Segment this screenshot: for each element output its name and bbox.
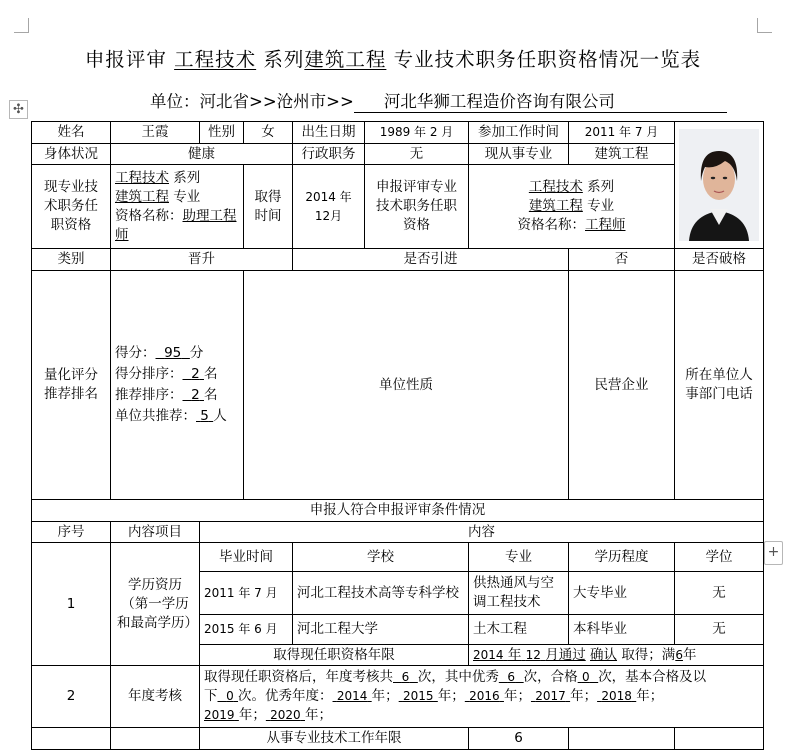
col-header-no: 序号 — [32, 522, 111, 543]
edu-col-header: 毕业时间 — [200, 543, 293, 572]
category-label: 类别 — [32, 249, 111, 271]
current-qualification: 工程技术 系列 建筑工程 专业 资格名称：助理工程师 — [111, 165, 244, 249]
unit-nature-label: 单位性质 — [244, 271, 569, 500]
sex-value: 女 — [244, 122, 293, 144]
work-start-label: 参加工作时间 — [469, 122, 569, 144]
blank-cell — [111, 728, 200, 750]
edu-cell: 2015 年 6 月 — [200, 615, 293, 645]
health-value: 健康 — [111, 144, 293, 165]
blank-cell — [569, 728, 675, 750]
document-title: 申报评审 工程技术 系列建筑工程 专业技术职务任职资格情况一览表 — [84, 48, 702, 71]
qualification-years-value: 2014 年 12 月通过 确认 取得；满6年 — [469, 645, 764, 666]
edu-cell: 河北工程大学 — [293, 615, 469, 645]
edu-cell: 供热通风与空调工程技术 — [469, 572, 569, 615]
annual-number: 2 — [32, 666, 111, 728]
admin-post-label: 行政职务 — [293, 144, 365, 165]
health-label: 身体状况 — [32, 144, 111, 165]
unit-name: 河北华狮工程造价咨询有限公司 — [354, 92, 727, 113]
add-row-icon[interactable]: + — [764, 541, 783, 565]
score-ranking-label: 量化评分推荐排名 — [32, 271, 111, 500]
applicant-photo — [675, 122, 764, 249]
exceptional-label: 是否破格 — [675, 249, 764, 271]
apply-qualification: 工程技术 系列 建筑工程 专业 资格名称：工程师 — [469, 165, 675, 249]
col-header-content: 内容 — [200, 522, 764, 543]
edu-cell: 本科毕业 — [569, 615, 675, 645]
table-move-handle-icon[interactable]: ✣ — [9, 100, 28, 119]
current-major-label: 现从事专业 — [469, 144, 569, 165]
score-ranking: 得分： 95 分 得分排序： 2 名 推荐排序： 2 名 单位共推荐： 5 人 — [111, 271, 244, 500]
qualification-table — [31, 121, 764, 750]
qualification-years-label: 取得现任职资格年限 — [200, 645, 469, 666]
unit-nature-value: 民营企业 — [569, 271, 675, 500]
page-corner-mark — [14, 18, 29, 33]
obtained-time-label: 取得时间 — [244, 165, 293, 249]
edu-col-header: 学历程度 — [569, 543, 675, 572]
unit-line: 单位：河北省>>沧州市>> 河北华狮工程造价咨询有限公司 — [150, 88, 727, 113]
edu-cell: 大专毕业 — [569, 572, 675, 615]
name-value: 王霞 — [111, 122, 200, 144]
annual-assessment: 取得现任职资格后，年度考核共 6 次，其中优秀 6 次，合格 0 次，基本合格及以下 0 次。优秀年度： 2014 年； 2015 年； 2016 年； 2017 年； 2018 年；2019 年； 2020 年； — [200, 666, 764, 728]
edu-cell: 土木工程 — [469, 615, 569, 645]
name-label: 姓名 — [32, 122, 111, 144]
admin-post-value: 无 — [365, 144, 469, 165]
apply-qualification-label: 申报评审专业技术职务任职资格 — [365, 165, 469, 249]
birth-label: 出生日期 — [293, 122, 365, 144]
edu-cell: 无 — [675, 615, 764, 645]
col-header-item: 内容项目 — [111, 522, 200, 543]
edu-col-header: 学校 — [293, 543, 469, 572]
edu-label: 学历资历（第一学历和最高学历） — [111, 543, 200, 666]
blank-cell — [32, 728, 111, 750]
hr-phone-label: 所在单位人事部门电话 — [675, 271, 764, 500]
edu-cell: 河北工程技术高等专科学校 — [293, 572, 469, 615]
imported-value: 否 — [569, 249, 675, 271]
work-start-value: 2011 年 7 月 — [569, 122, 675, 144]
edu-cell: 2011 年 7 月 — [200, 572, 293, 615]
annual-label: 年度考核 — [111, 666, 200, 728]
edu-number: 1 — [32, 543, 111, 666]
edu-cell: 无 — [675, 572, 764, 615]
edu-col-header: 专业 — [469, 543, 569, 572]
current-major-value: 建筑工程 — [569, 144, 675, 165]
category-value: 晋升 — [111, 249, 293, 271]
sex-label: 性别 — [200, 122, 244, 144]
work-years-value: 6 — [469, 728, 569, 750]
section-title: 申报人符合申报评审条件情况 — [32, 500, 764, 522]
blank-cell — [675, 728, 764, 750]
page-corner-mark — [757, 18, 772, 33]
work-years-label: 从事专业技术工作年限 — [200, 728, 469, 750]
edu-col-header: 学位 — [675, 543, 764, 572]
obtained-time-value: 2014 年 12月 — [293, 165, 365, 249]
birth-value: 1989 年 2 月 — [365, 122, 469, 144]
imported-label: 是否引进 — [293, 249, 569, 271]
current-qualification-label: 现专业技术职务任职资格 — [32, 165, 111, 249]
